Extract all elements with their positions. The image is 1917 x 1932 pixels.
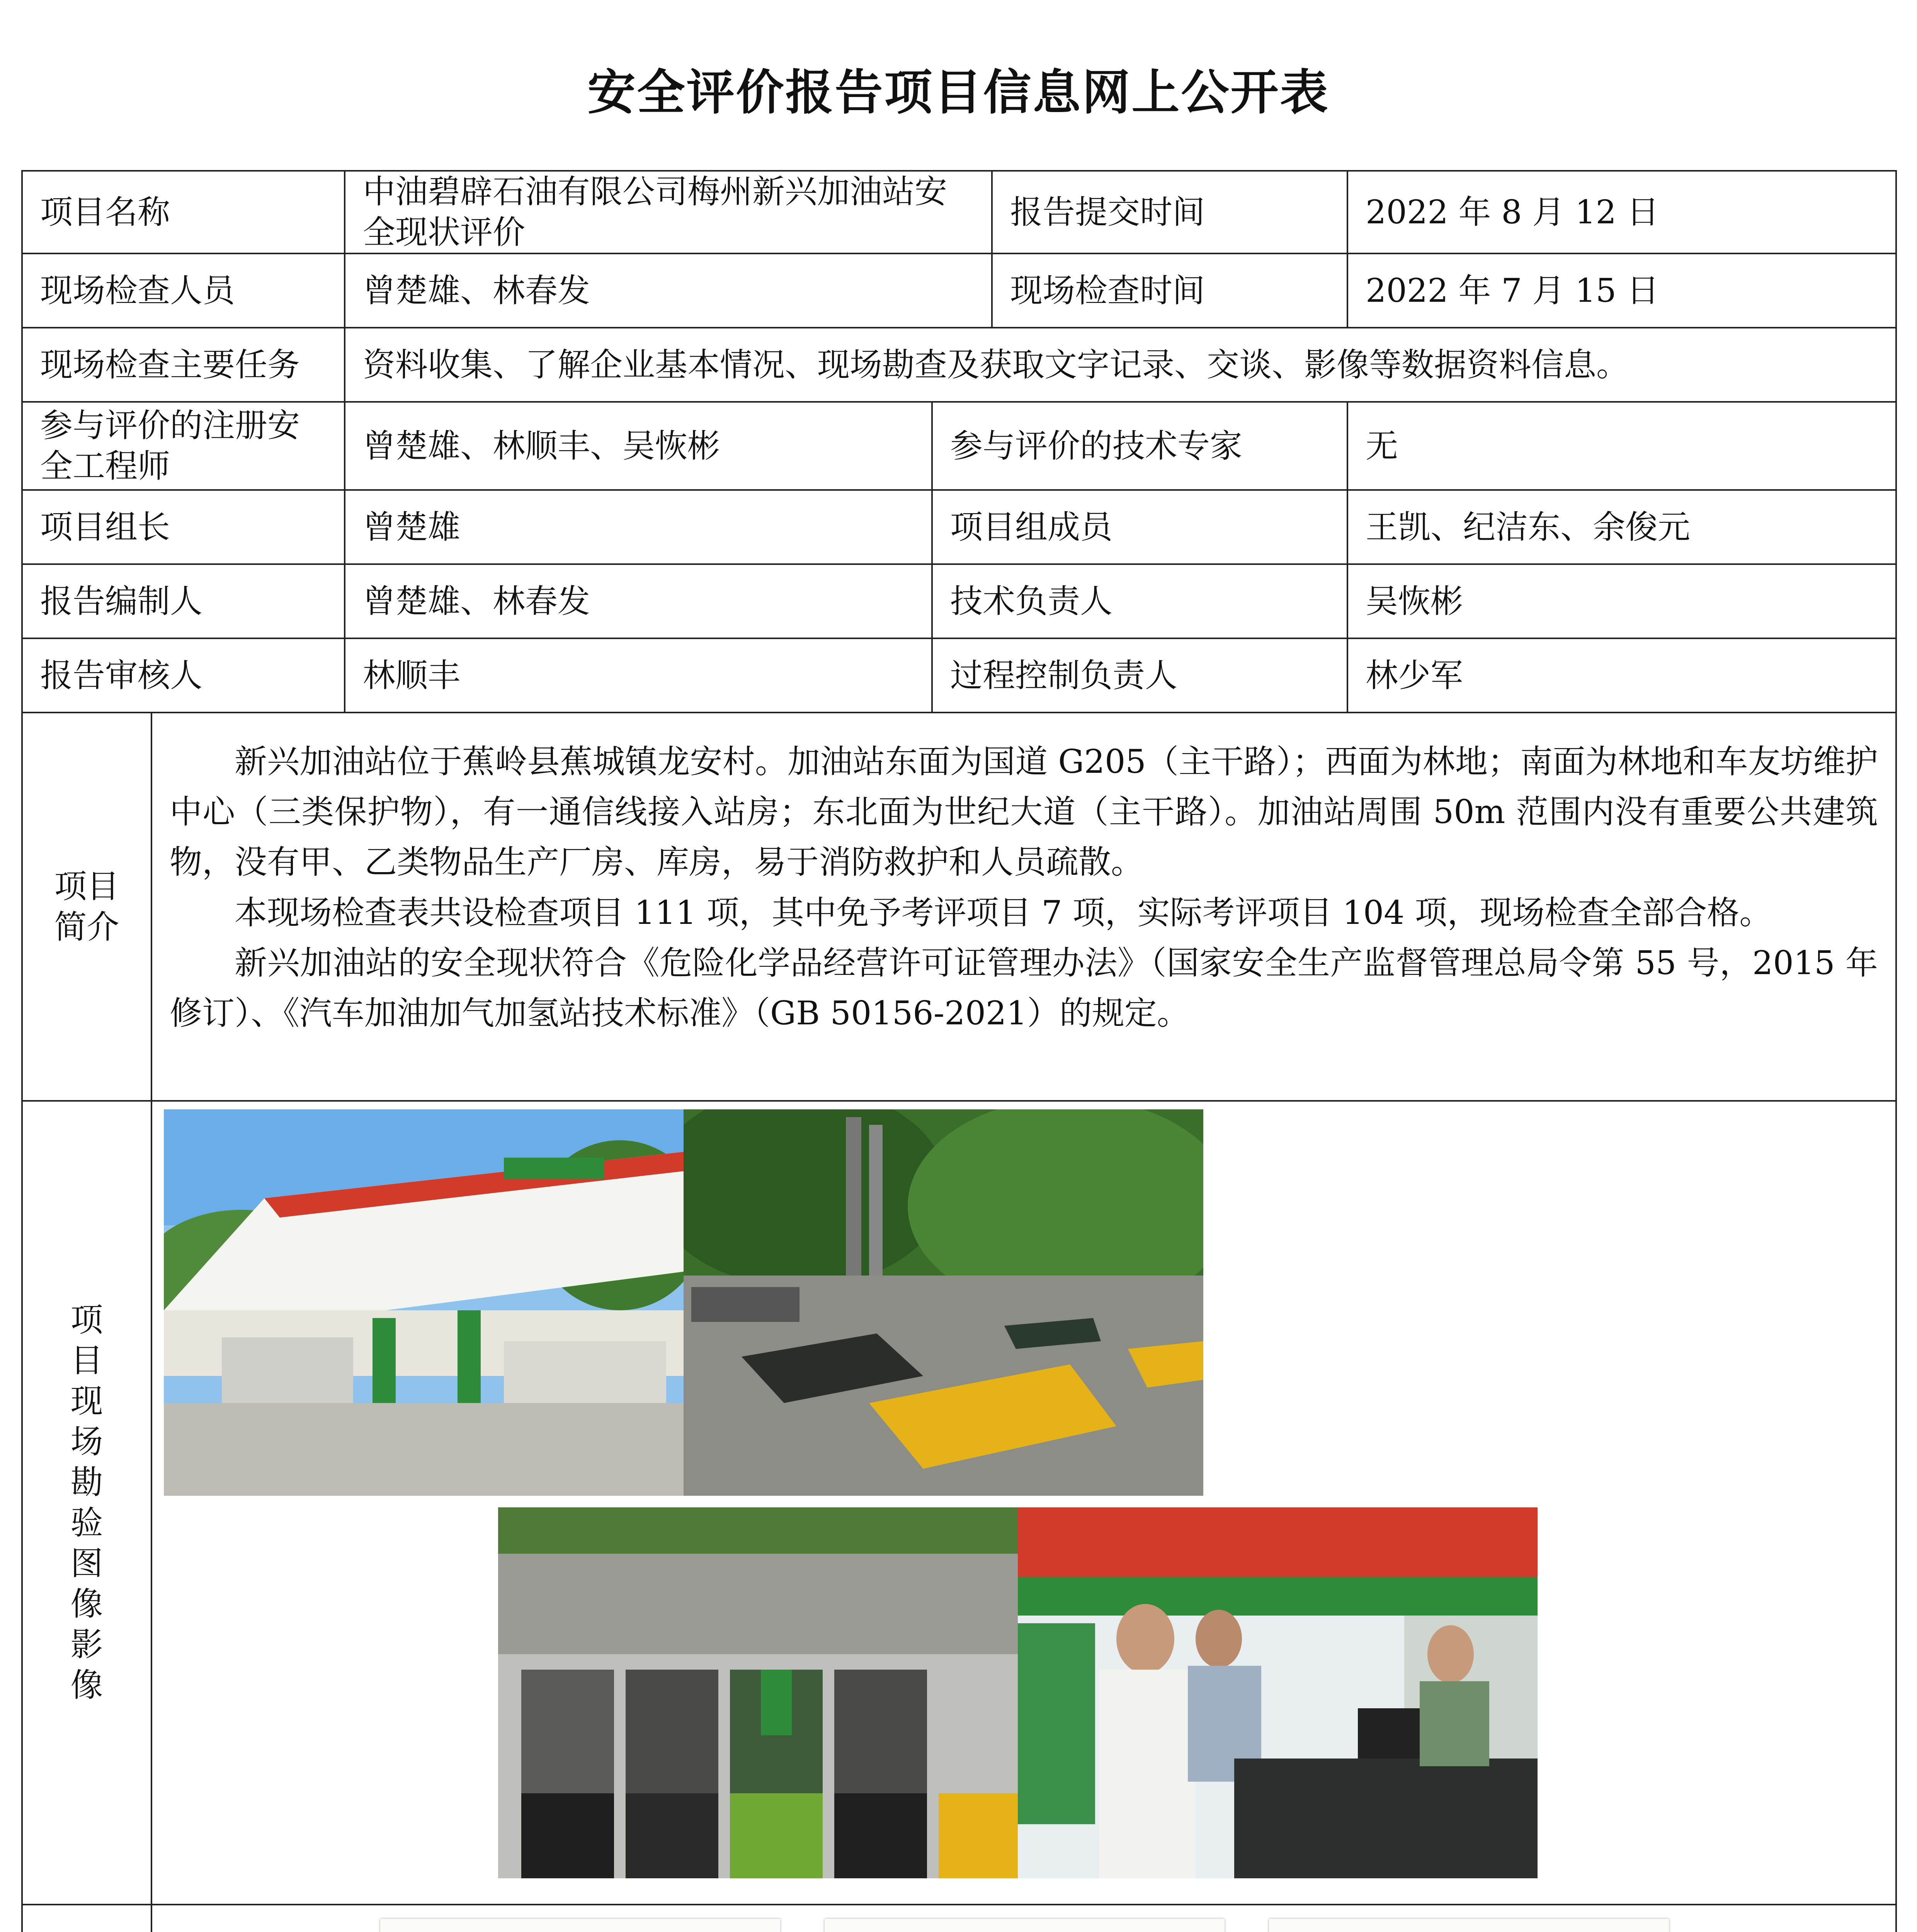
photos-label-text: 项目现场勘验图像影像 [70,1301,103,1704]
leader-label: 项目组长 [22,490,345,564]
report-cover-page [380,1919,780,1932]
photo-tank-lids [684,1109,1203,1496]
pages-area [151,1905,1896,1932]
info-table [21,170,1897,1932]
author: 曾楚雄、林春发 [345,564,932,638]
inspectors: 曾楚雄、林春发 [345,253,992,328]
process-label: 过程控制负责人 [932,638,1347,713]
inspectors-shop-image [1018,1507,1538,1878]
photo-inspectors-shop [1018,1507,1538,1878]
experts-label: 参与评价的技术专家 [932,402,1347,490]
station-canopy-image [164,1109,684,1496]
inspectors-label: 现场检查人员 [22,253,345,328]
engineers-label: 参与评价的注册安全工程师 [22,402,345,490]
photos-label [22,1101,151,1905]
submit-time-label: 报告提交时间 [992,171,1347,253]
intro-paragraph-3: 新兴加油站的安全现状符合《危险化学品经营许可证管理办法》（国家安全生产监督管理总局令第 55 号，2015 年修订）、《汽车加油加气加氢站技术标准》（GB 50156-2021）的规定。 [170,944,1878,1032]
tank-lids-image [684,1109,1203,1496]
experts: 无 [1347,402,1896,490]
submit-time: 2022 年 8 月 12 日 [1347,171,1896,253]
intro-label [22,713,151,1101]
engineers: 曾楚雄、林顺丰、吴恢彬 [345,402,932,490]
reviewer: 林顺丰 [345,638,932,713]
tank-manholes-image [498,1507,1018,1878]
pages-label [22,1905,151,1932]
tasks: 资料收集、了解企业基本情况、现场勘查及获取文字记录、交谈、影像等数据资料信息。 [345,328,1896,402]
photo-station-canopy [164,1109,684,1496]
process: 林少军 [1347,638,1896,713]
intro-paragraph-2: 本现场检查表共设检查项目 111 项，其中免予考评项目 7 项，实际考评项目 104 项，现场检查全部合格。 [235,893,1772,932]
photo-area [151,1101,1896,1905]
conclusion-page [1269,1919,1669,1932]
intro-text [151,713,1896,1101]
tasks-label: 现场检查主要任务 [22,328,345,402]
author-label: 报告编制人 [22,564,345,638]
page-title: 安全评价报告项目信息网上公开表 [587,65,1330,121]
project-name: 中油碧辟石油有限公司梅州新兴加油站安全现状评价 [345,171,992,253]
tech-lead-label: 技术负责人 [932,564,1347,638]
intro-label-text: 项目简介 [54,867,119,946]
leader: 曾楚雄 [345,490,932,564]
photo-tank-manholes [498,1507,1018,1878]
members: 王凯、纪洁东、余俊元 [1347,490,1896,564]
tech-lead: 吴恢彬 [1347,564,1896,638]
intro-paragraph-1: 新兴加油站位于蕉岭县蕉城镇龙安村。加油站东面为国道 G205（主干路）；西面为林地；南面为林地和车友坊维护中心（三类保护物），有一通信线接入站房；东北面为世纪大道（主干路）。加油站周围 50m 范围内没有重要公共建筑物，没有甲、乙类物品生产厂房、库房，易于消防救护和人员疏散。 [170,743,1878,881]
personnel-page [825,1919,1225,1932]
project-name-label: 项目名称 [22,171,345,253]
members-label: 项目组成员 [932,490,1347,564]
reviewer-label: 报告审核人 [22,638,345,713]
inspect-time-label: 现场检查时间 [992,253,1347,328]
inspect-time: 2022 年 7 月 15 日 [1347,253,1896,328]
